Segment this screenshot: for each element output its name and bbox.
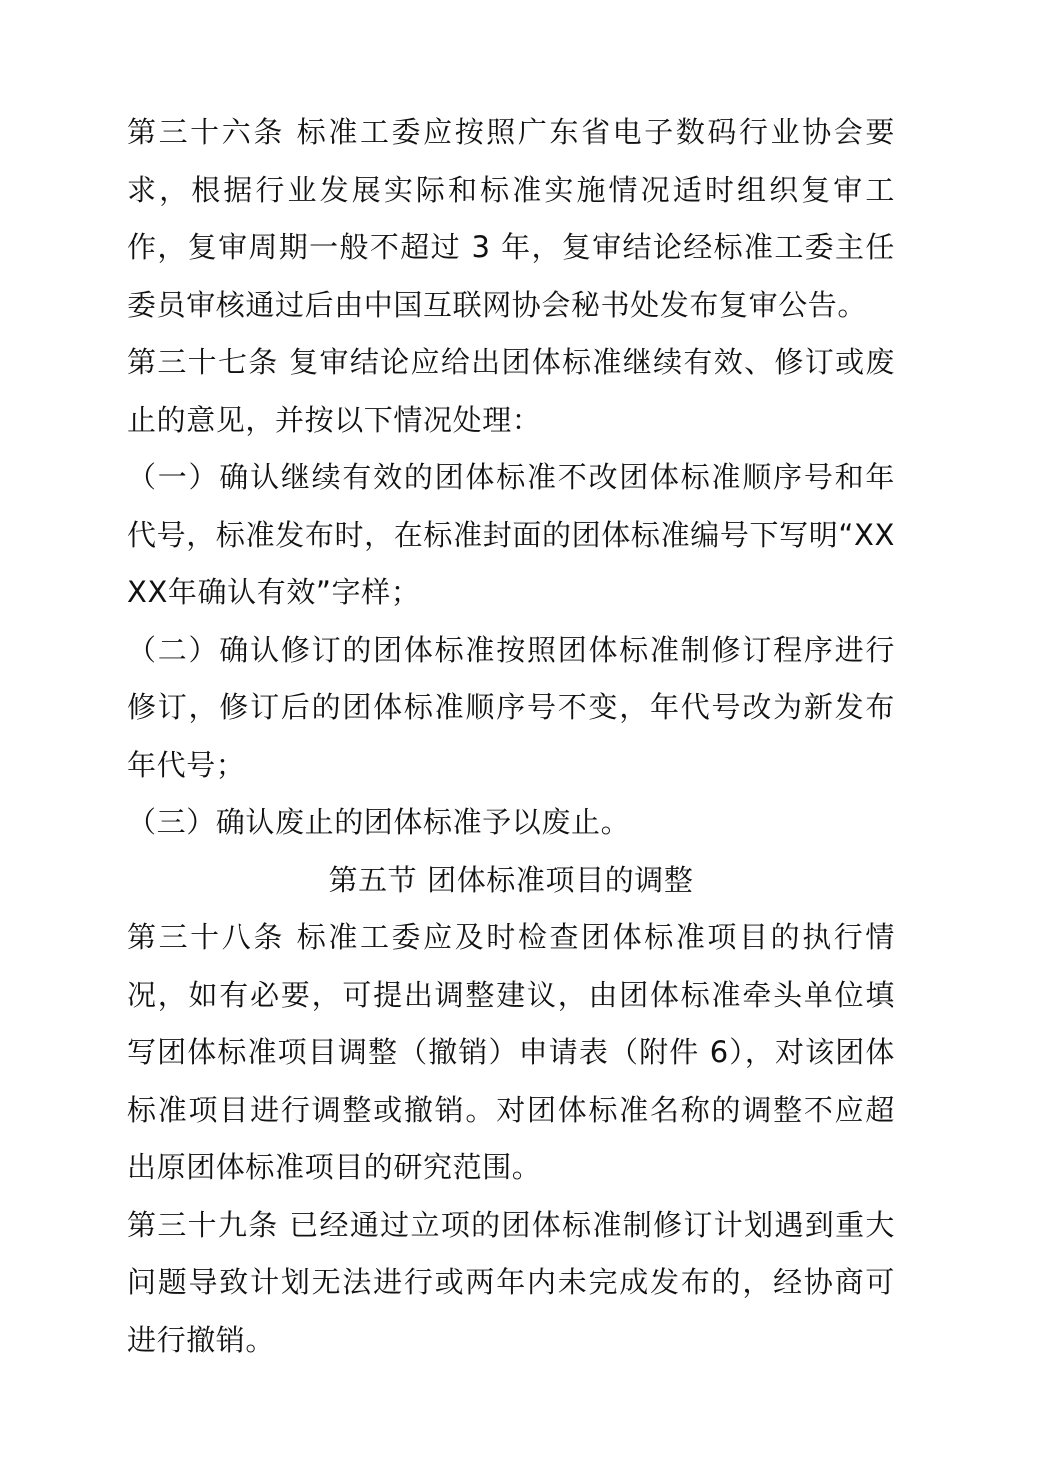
section-heading: 第五节 团体标准项目的调整 — [328, 862, 694, 897]
article-36: 第三十六条 标准工委应按照广东省电子数码行业协会要求，根据行业发展实际和标准实施情况适时组织复审工作，复审周期一般不超过 3 年，复审结论经标准工委主任委员审核通过后由中国互联网协会秘书处发布复审公告。 — [127, 115, 895, 322]
article-37: 第三十七条 复审结论应给出团体标准继续有效、修订或废止的意见，并按以下情况处理： — [127, 345, 895, 437]
article-37-item-1: （一）确认继续有效的团体标准不改团体标准顺序号和年代号，标准发布时，在标准封面的团体标准编号下写明“XXXX年确认有效”字样； — [127, 460, 895, 609]
article-37-item-3: （三）确认废止的团体标准予以废止。 — [127, 805, 631, 839]
article-38: 第三十八条 标准工委应及时检查团体标准项目的执行情况，如有必要，可提出调整建议，由团体标准牵头单位填写团体标准项目调整（撤销）申请表（附件 6），对该团体标准项目进行调整或撤销。对团体标准名称的调整不应超出原团体标准项目的研究范围。 — [127, 920, 895, 1184]
article-39: 第三十九条 已经通过立项的团体标准制修订计划遇到重大问题导致计划无法进行或两年内未完成发布的，经协商可进行撤销。 — [127, 1207, 895, 1357]
document-body — [127, 104, 895, 1369]
article-37-item-2: （二）确认修订的团体标准按照团体标准制修订程序进行修订，修订后的团体标准顺序号不变，年代号改为新发布年代号； — [127, 632, 895, 782]
